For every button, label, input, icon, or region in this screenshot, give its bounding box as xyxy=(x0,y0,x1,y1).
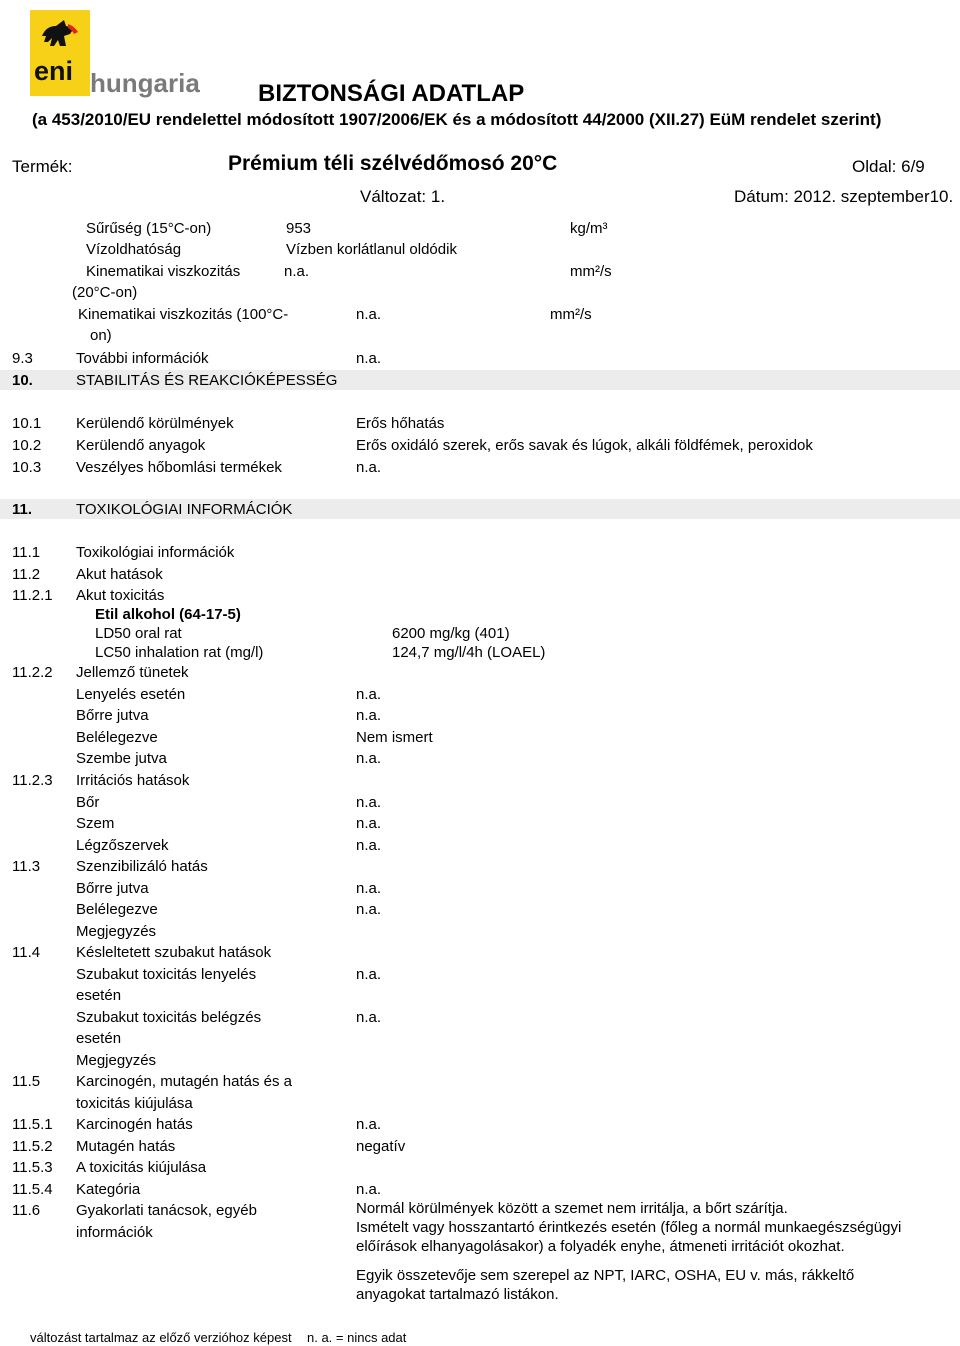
section-10-1-number: 10.1 xyxy=(12,415,42,432)
respiratory-value: n.a. xyxy=(356,837,382,854)
substance-name: Etil alkohol (64-17-5) xyxy=(95,606,241,623)
section-10-2-number: 10.2 xyxy=(12,437,42,454)
section-11-1-number: 11.1 xyxy=(12,544,41,561)
section-9-3-value: n.a. xyxy=(356,350,382,367)
section-11-1-label: Toxikológiai információk xyxy=(76,544,235,561)
skin-contact-label: Bőrre jutva xyxy=(76,707,149,724)
section-11-3-label: Szenzibilizáló hatás xyxy=(76,858,208,875)
section-9-3-label: További információk xyxy=(76,350,209,367)
section-11-5-2-number: 11.5.2 xyxy=(12,1138,53,1155)
subacute-ingestion-value: n.a. xyxy=(356,966,382,983)
section-11-2-1-label: Akut toxicitás xyxy=(76,587,165,604)
section-11-2-2-label: Jellemző tünetek xyxy=(76,664,189,681)
section-11-5-3-number: 11.5.3 xyxy=(12,1159,53,1176)
kin-visc20-value: n.a. xyxy=(284,263,310,280)
section-11-6-text-line4: Egyik összetevője sem szerepel az NPT, IARC, OSHA, EU v. más, rákkeltő xyxy=(356,1267,855,1284)
kin-visc100-label-line2: on) xyxy=(90,327,112,344)
section-11-5-1-value: n.a. xyxy=(356,1116,382,1133)
section-11-2-label: Akut hatások xyxy=(76,566,163,583)
sens-skin-value: n.a. xyxy=(356,880,382,897)
section-11-2-1-number: 11.2.1 xyxy=(12,587,53,604)
inhalation-value: Nem ismert xyxy=(356,729,433,746)
section-11-5-label-line2: toxicitás kiújulása xyxy=(76,1095,193,1112)
ingestion-label: Lenyelés esetén xyxy=(76,686,186,703)
subacute-ingestion-label-line1: Szubakut toxicitás lenyelés xyxy=(76,966,257,983)
section-11-5-4-value: n.a. xyxy=(356,1181,382,1198)
section-11-6-label-line2: információk xyxy=(76,1224,153,1241)
logo-text-eni: eni xyxy=(34,56,74,86)
section-11-2-3-number: 11.2.3 xyxy=(12,772,53,789)
section-11-2-number: 11.2 xyxy=(12,566,41,583)
section-10-3-label: Veszélyes hőbomlási termékek xyxy=(76,459,282,476)
sens-note-label: Megjegyzés xyxy=(76,923,157,940)
sens-inhalation-label: Belélegezve xyxy=(76,901,158,918)
company-logo xyxy=(24,6,214,102)
section-11-2-2-number: 11.2.2 xyxy=(12,664,53,681)
logo-text-hungaria: hungaria xyxy=(90,68,200,98)
page-number: Oldal: 6/9 xyxy=(852,157,925,176)
section-11-5-1-number: 11.5.1 xyxy=(12,1116,53,1133)
section-10-2-value: Erős oxidáló szerek, erős savak és lúgok, alkáli földfémek, peroxidok xyxy=(356,437,813,454)
version: Változat: 1. xyxy=(360,187,446,206)
section-11-6-number: 11.6 xyxy=(12,1202,41,1219)
section-10-1-value: Erős hőhatás xyxy=(356,415,445,432)
respiratory-label: Légzőszervek xyxy=(76,837,169,854)
section-11-5-number: 11.5 xyxy=(12,1073,41,1090)
section-11-4-number: 11.4 xyxy=(12,944,41,961)
section-11-6-text-line2: Ismételt vagy hosszantartó érintkezés esetén (főleg a normál munkaegészségügyi xyxy=(356,1219,902,1236)
section-11-5-label-line1: Karcinogén, mutagén hatás és a xyxy=(76,1073,292,1090)
section-11-5-4-label: Kategória xyxy=(76,1181,141,1198)
section-10-number: 10. xyxy=(12,372,33,389)
kin-visc20-unit: mm²/s xyxy=(570,263,612,280)
section-10-1-label: Kerülendő körülmények xyxy=(76,415,234,432)
kin-visc20-label-line1: Kinematikai viszkozitás xyxy=(86,263,241,280)
sens-inhalation-value: n.a. xyxy=(356,901,382,918)
section-11-5-2-value: negatív xyxy=(356,1138,406,1155)
section-10-3-number: 10.3 xyxy=(12,459,42,476)
sens-skin-label: Bőrre jutva xyxy=(76,880,149,897)
lc50-value: 124,7 mg/l/4h (LOAEL) xyxy=(392,644,546,661)
subacute-ingestion-label-line2: esetén xyxy=(76,987,122,1004)
section-11-number: 11. xyxy=(12,501,33,518)
section-11-3-number: 11.3 xyxy=(12,858,41,875)
subacute-inhalation-label-line1: Szubakut toxicitás belégzés xyxy=(76,1009,262,1026)
density-unit: kg/m³ xyxy=(570,220,608,237)
section-11-5-4-number: 11.5.4 xyxy=(12,1181,53,1198)
density-value: 953 xyxy=(286,220,312,237)
section-11-5-1-label: Karcinogén hatás xyxy=(76,1116,193,1133)
skin-label: Bőr xyxy=(76,794,100,811)
solubility-value: Vízben korlátlanul oldódik xyxy=(286,241,457,258)
date: Dátum: 2012. szeptember10. xyxy=(734,187,954,206)
footer-na-legend: n. a. = nincs adat xyxy=(307,1330,407,1345)
section-11-4-label: Késleltetett szubakut hatások xyxy=(76,944,272,961)
solubility-label: Vízoldhatóság xyxy=(86,241,182,258)
section-10-3-value: n.a. xyxy=(356,459,382,476)
section-9-3-number: 9.3 xyxy=(12,350,33,367)
subacute-inhalation-label-line2: esetén xyxy=(76,1030,122,1047)
document-subtitle: (a 453/2010/EU rendelettel módosított 1907/2006/EK és a módosított 44/2000 (XII.27) EüM rendelet szerint) xyxy=(32,110,882,129)
kin-visc20-label-line2: (20°C-on) xyxy=(72,284,138,301)
section-11-5-2-label: Mutagén hatás xyxy=(76,1138,176,1155)
kin-visc100-value: n.a. xyxy=(356,306,382,323)
ld50-value: 6200 mg/kg (401) xyxy=(392,625,510,642)
skin-contact-value: n.a. xyxy=(356,707,382,724)
kin-visc100-unit: mm²/s xyxy=(550,306,592,323)
eye-value: n.a. xyxy=(356,815,382,832)
ld50-label: LD50 oral rat xyxy=(95,625,182,642)
section-10-2-label: Kerülendő anyagok xyxy=(76,437,206,454)
section-11-6-text-line5: anyagokat tartalmazó listákon. xyxy=(356,1286,559,1303)
section-11-title: TOXIKOLÓGIAI INFORMÁCIÓK xyxy=(76,501,293,518)
eye-contact-label: Szembe jutva xyxy=(76,750,167,767)
section-11-6-text-line1: Normál körülmények között a szemet nem irritálja, a bőrt szárítja. xyxy=(356,1200,788,1217)
document-title: BIZTONSÁGI ADATLAP xyxy=(258,80,525,107)
eye-label: Szem xyxy=(76,815,115,832)
product-name: Prémium téli szélvédőmosó 20°C xyxy=(228,152,558,175)
skin-value: n.a. xyxy=(356,794,382,811)
subacute-inhalation-value: n.a. xyxy=(356,1009,382,1026)
inhalation-label: Belélegezve xyxy=(76,729,158,746)
ingestion-value: n.a. xyxy=(356,686,382,703)
eye-contact-value: n.a. xyxy=(356,750,382,767)
footer-change-note: változást tartalmaz az előző verzióhoz képest xyxy=(30,1330,292,1345)
section-11-6-text-line3: előírások elhanyagolásakor) a folyadék enyhe, átmeneti irritációt okozhat. xyxy=(356,1238,845,1255)
section-10-title: STABILITÁS ÉS REAKCIÓKÉPESSÉG xyxy=(76,372,338,389)
section-11-6-label-line1: Gyakorlati tanácsok, egyéb xyxy=(76,1202,257,1219)
section-11-5-3-label: A toxicitás kiújulása xyxy=(76,1159,207,1176)
subacute-note-label: Megjegyzés xyxy=(76,1052,157,1069)
lc50-label: LC50 inhalation rat (mg/l) xyxy=(95,644,264,661)
product-label: Termék: xyxy=(12,157,73,176)
section-11-2-3-label: Irritációs hatások xyxy=(76,772,190,789)
density-label: Sűrűség (15°C-on) xyxy=(86,220,212,237)
kin-visc100-label-line1: Kinematikai viszkozitás (100°C- xyxy=(78,306,289,323)
